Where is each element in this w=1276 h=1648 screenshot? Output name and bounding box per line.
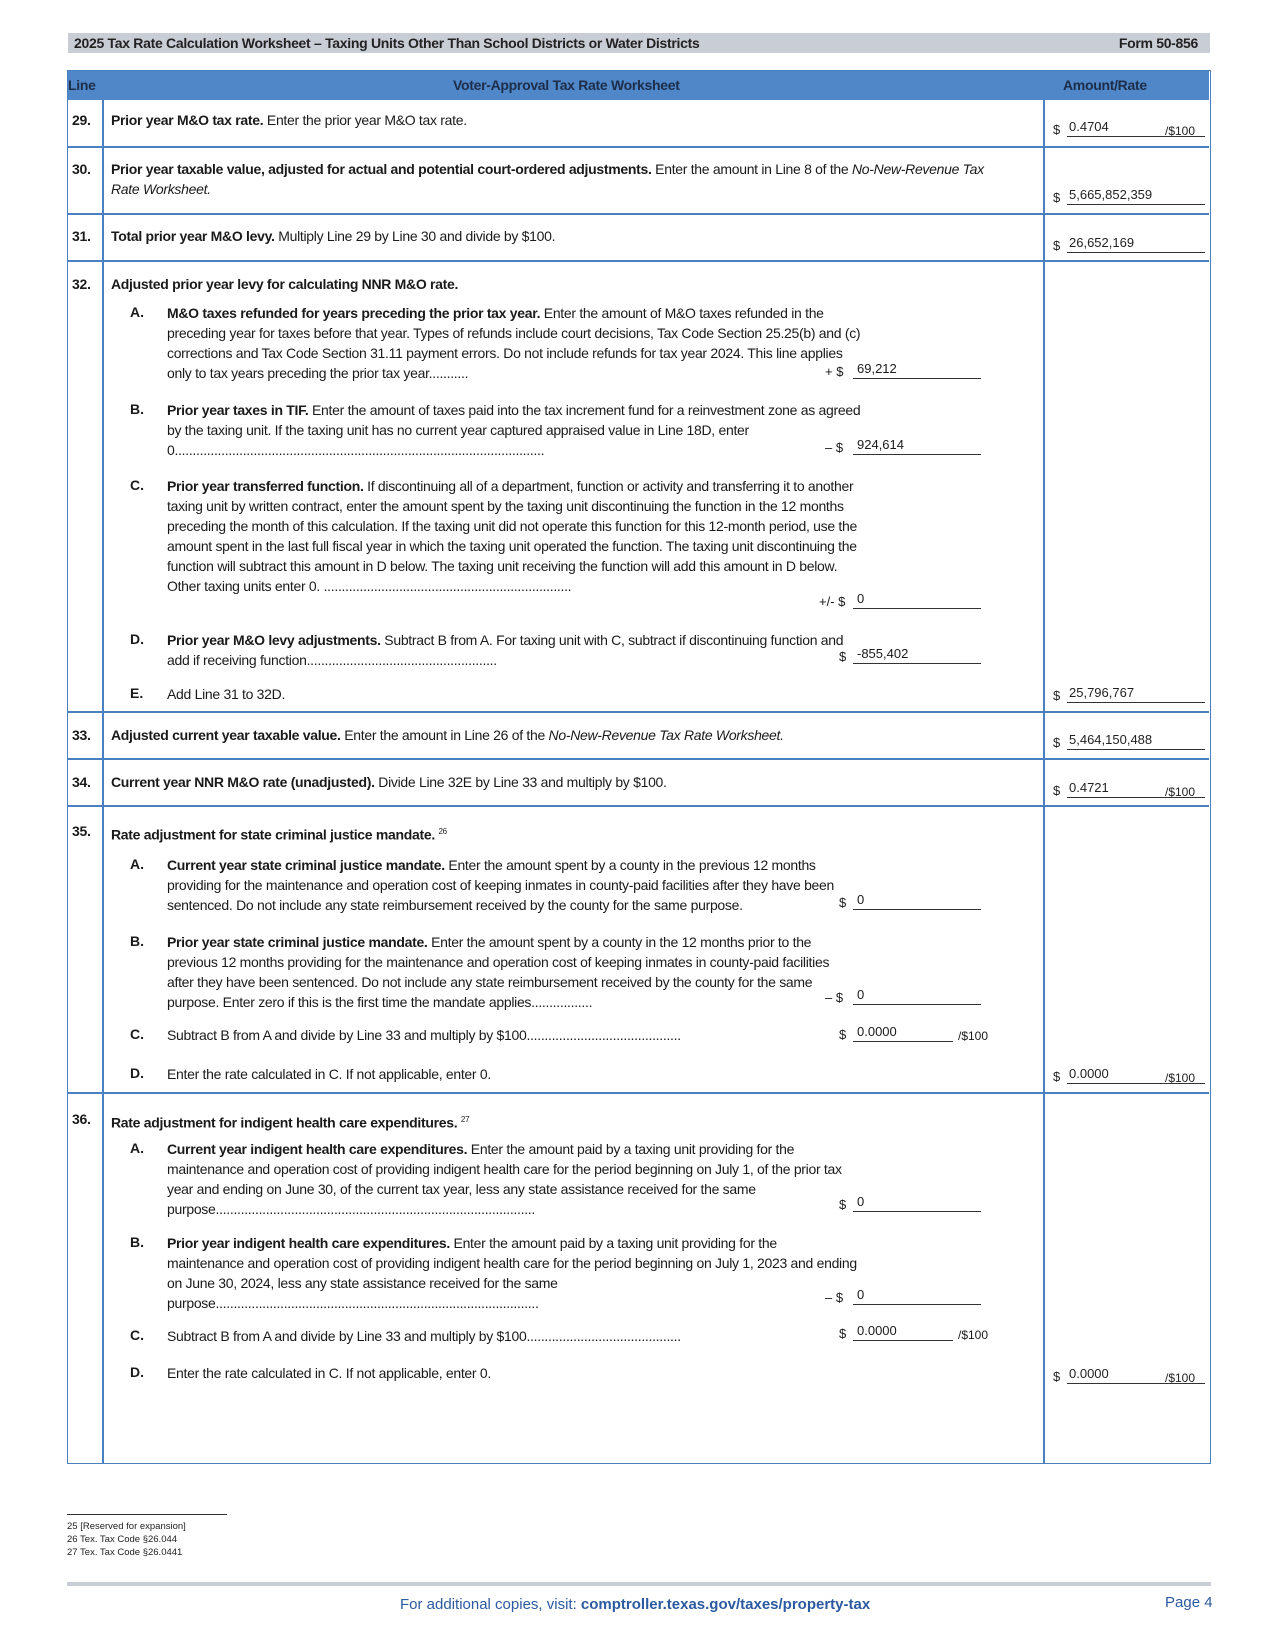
- sub-letter: D.: [130, 1364, 144, 1380]
- line-33-amount[interactable]: $ 5,464,150,488: [1053, 732, 1203, 752]
- row-divider: [68, 805, 1209, 807]
- line-36-text: Rate adjustment for indigent health care expenditures. $^{27}$: [111, 1114, 470, 1131]
- line-35d-text: Enter the rate calculated in C. If not applicable, enter 0.: [167, 1066, 491, 1082]
- sub-letter: B.: [130, 1234, 144, 1250]
- line-number: 33.: [72, 727, 91, 743]
- line-36d-text: Enter the rate calculated in C. If not applicable, enter 0.: [167, 1365, 491, 1381]
- row-divider: [68, 213, 1209, 215]
- sub-letter: D.: [130, 631, 144, 647]
- line-number: 30.: [72, 161, 91, 177]
- line-32c-amount[interactable]: +/- $ 0: [843, 591, 983, 611]
- line-36a-amount[interactable]: $ 0: [843, 1194, 983, 1214]
- sub-letter: A.: [130, 1140, 144, 1156]
- table-header: [68, 71, 1209, 100]
- footnotes: [67, 1520, 186, 1559]
- line-number: 36.: [72, 1111, 91, 1127]
- sub-letter: D.: [130, 1065, 144, 1081]
- line-32d-text: Prior year M&O levy adjustments. Subtract B from A. For taxing unit with C, subtract if discontinuing function and add if receiving function.....................................................: [167, 632, 844, 668]
- line-34-text: Current year NNR M&O rate (unadjusted). Divide Line 32E by Line 33 and multiply by $100.: [111, 774, 667, 790]
- line-36b-text: Prior year indigent health care expenditures. Enter the amount paid by a taxing unit providing for the maintenance and operation cost of providing indigent health care for the period beginning on July 1, 2023 and ending on June 30, 2024, less any state assistance received for the same purpose..........................................................................................: [167, 1235, 857, 1311]
- line-number: 31.: [72, 228, 91, 244]
- line-34-amount[interactable]: $ 0.4721 /$100: [1053, 780, 1203, 800]
- sub-letter: B.: [130, 401, 144, 417]
- line-number: 32.: [72, 276, 91, 292]
- line-35a-text: Current year state criminal justice mandate. Enter the amount spent by a county in the previous 12 months providing for the maintenance and operation cost of keeping inmates in county-paid facilities after they have been sentenced. Do not include any state reimbursement received by the county for the same purpose.: [167, 857, 835, 913]
- sub-letter: A.: [130, 304, 144, 320]
- footer-rule: [67, 1582, 1211, 1586]
- line-32e-amount[interactable]: $ 25,796,767: [1053, 685, 1203, 705]
- row-divider: [68, 146, 1209, 148]
- amount-column-divider: [1043, 100, 1045, 1463]
- row-divider: [68, 1092, 1209, 1094]
- sub-letter: E.: [130, 685, 144, 701]
- line-30-amount[interactable]: $ 5,665,852,359: [1053, 187, 1203, 207]
- line-31-amount[interactable]: $ 26,652,169: [1053, 235, 1203, 255]
- line-35-text: Rate adjustment for state criminal justice mandate. $^{26}$: [111, 826, 447, 843]
- col-line-header: Line: [68, 77, 96, 93]
- line-32d-amount[interactable]: $ -855,402: [843, 646, 983, 666]
- footnote: 27 Tex. Tax Code §26.0441: [67, 1547, 183, 1558]
- line-32c-text: Prior year transferred function. If discontinuing all of a department, function or activity and transferring it to another taxing unit by written contract, enter the amount spent by the taxing unit discontinuing the function in the 12 months preceding the month of this calculation. If the taxing unit did not operate this function for this 12-month period, use the amount spent in the last full fiscal year in which the taxing unit operated the function. The taxing unit discontinuing the function will subtract this amount in D below. The taxing unit receiving the function will add this amount in D below. Other taxing units enter 0. .....................................................................: [167, 478, 857, 594]
- col-title-header: Voter-Approval Tax Rate Worksheet: [453, 77, 680, 93]
- line-33-text: Adjusted current year taxable value. Enter the amount in Line 26 of the No-New-Revenue Tax Rate Worksheet.: [111, 727, 784, 743]
- line-29-text: Prior year M&O tax rate. Enter the prior year M&O tax rate.: [111, 112, 467, 128]
- line-35a-amount[interactable]: $ 0: [843, 892, 983, 912]
- footnote: 25 [Reserved for expansion]: [67, 1521, 186, 1532]
- sub-letter: C.: [130, 477, 144, 493]
- line-number: 35.: [72, 823, 91, 839]
- line-36b-amount[interactable]: – $ 0: [843, 1287, 983, 1307]
- row-divider: [68, 758, 1209, 760]
- line-31-text: Total prior year M&O levy. Multiply Line 29 by Line 30 and divide by $100.: [111, 228, 556, 244]
- page-number: Page 4: [1165, 1594, 1213, 1611]
- line-35b-text: Prior year state criminal justice mandate. Enter the amount spent by a county in the 12 months prior to the previous 12 months providing for the maintenance and operation cost of keeping inmates in county-paid facilities after they have been sentenced. Do not include any state reimbursement received by the county for the same purpose. Enter zero if this is the first time the mandate applies.................: [167, 934, 830, 1010]
- line-35c-amount[interactable]: $ 0.0000 /$100: [839, 1024, 989, 1043]
- line-32a-amount[interactable]: + $ 69,212: [843, 361, 983, 381]
- line-number: 29.: [72, 112, 91, 128]
- line-36d-amount[interactable]: $ 0.0000 /$100: [1053, 1366, 1203, 1386]
- line-32b-amount[interactable]: – $ 924,614: [843, 437, 983, 457]
- line-32a-text: M&O taxes refunded for years preceding the prior tax year. Enter the amount of M&O taxes refunded in the preceding year for taxes before that year. Types of refunds include court decisions, Tax Code Section 25.25(b) and (c) corrections and Tax Code Section 31.11 payment errors. Do not include refunds for tax year 2024. This line applies only to tax years preceding the prior tax year...........: [167, 305, 861, 381]
- sub-letter: C.: [130, 1327, 144, 1343]
- comptroller-link[interactable]: comptroller.texas.gov/taxes/property-tax: [580, 1596, 871, 1613]
- sub-letter: B.: [130, 933, 144, 949]
- line-30-text: Prior year taxable value, adjusted for actual and potential court-ordered adjustments. Enter the amount in Line 8 of the No-New-Revenue Tax Rate Worksheet.: [111, 161, 984, 197]
- form-header-bar: [68, 33, 1210, 53]
- line-column-divider: [102, 100, 104, 1463]
- form-title: 2025 Tax Rate Calculation Worksheet – Taxing Units Other Than School Districts or Water Districts: [74, 35, 700, 51]
- line-35b-amount[interactable]: – $ 0: [843, 987, 983, 1007]
- form-number: Form 50-856: [1118, 35, 1198, 51]
- footnote: 26 Tex. Tax Code §26.044: [67, 1534, 178, 1545]
- row-divider: [68, 711, 1209, 713]
- line-36a-text: Current year indigent health care expenditures. Enter the amount paid by a taxing unit providing for the maintenance and operation cost of providing indigent health care for the period beginning on July 1, of the prior tax year and ending on June 30, of the current tax year, less any state assistance received for the same purpose.........................................................................................: [167, 1141, 842, 1217]
- col-amount-header: Amount/Rate: [1063, 77, 1147, 93]
- line-29-amount[interactable]: $ 0.4704 /$100: [1053, 119, 1203, 139]
- line-32e-text: Add Line 31 to 32D.: [167, 686, 286, 702]
- line-36c-text: Subtract B from A and divide by Line 33 and multiply by $100...........................................: [167, 1328, 681, 1344]
- sub-letter: A.: [130, 856, 144, 872]
- line-32-text: Adjusted prior year levy for calculating NNR M&O rate.: [111, 276, 459, 292]
- row-divider: [68, 260, 1209, 262]
- footer-copies-text: For additional copies, visit: comptroller.texas.gov/taxes/property-tax: [400, 1596, 871, 1613]
- sub-letter: C.: [130, 1026, 144, 1042]
- line-number: 34.: [72, 774, 91, 790]
- line-36c-amount[interactable]: $ 0.0000 /$100: [839, 1323, 989, 1342]
- line-35d-amount[interactable]: $ 0.0000 /$100: [1053, 1066, 1203, 1086]
- line-32b-text: Prior year taxes in TIF. Enter the amount of taxes paid into the tax increment fund for a reinvestment zone as agreed by the taxing unit. If the taxing unit has no current year captured appraised value in Line 18D, enter 0.......................................................................................................: [167, 402, 861, 458]
- footnote-rule: [67, 1514, 227, 1515]
- worksheet-table: [67, 70, 1211, 1464]
- line-35c-text: Subtract B from A and divide by Line 33 and multiply by $100...........................................: [167, 1027, 681, 1043]
